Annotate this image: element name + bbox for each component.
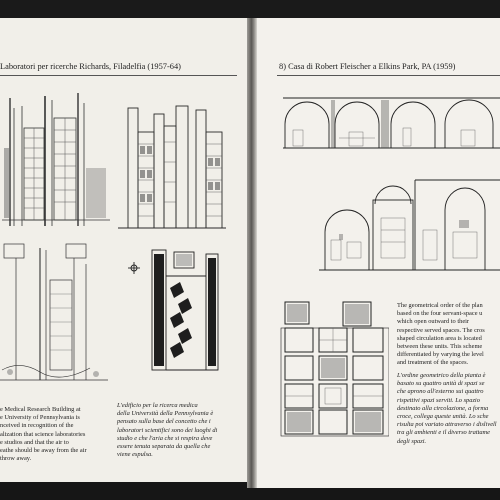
caption-line: based on the four servant-space u bbox=[397, 310, 483, 318]
caption-line: and treatment of the spaces. bbox=[397, 359, 469, 367]
caption-line: che aprono all'esterno sui quattro bbox=[397, 388, 484, 396]
floor-plan bbox=[279, 298, 389, 438]
caption-line: pensato sulla base del concetto che i bbox=[117, 418, 211, 426]
right-page bbox=[257, 18, 500, 488]
study-sketch bbox=[0, 240, 108, 390]
section-arches bbox=[279, 90, 500, 154]
left-caption-english bbox=[0, 406, 112, 463]
caption-line: laboratori scientifici sono dei luoghi di bbox=[117, 426, 218, 434]
left-page-header: Laboratori per ricerche Richards, Filadelfia (1957-64) bbox=[0, 62, 181, 71]
caption-line: risulta poi variato attraverso i dislivell bbox=[397, 421, 497, 429]
caption-line: degli spazi. bbox=[397, 437, 427, 445]
caption-line: nceived in recognition of the bbox=[0, 422, 74, 430]
section-middle bbox=[319, 170, 500, 280]
caption-line: essere tenuta separata da quella che bbox=[117, 443, 211, 451]
caption-line: tra gli ambienti e il diverso trattame bbox=[397, 429, 491, 437]
left-header-rule bbox=[0, 75, 237, 76]
caption-line: differentiated by varying the level bbox=[397, 351, 484, 359]
caption-line: between these units. This scheme bbox=[397, 343, 483, 351]
caption-line: studio e che l'aria che si respira deve bbox=[117, 434, 213, 442]
caption-line: e studios and that the air to bbox=[0, 438, 69, 446]
caption-line: basato su quattro unità di spazi se bbox=[397, 380, 485, 388]
caption-line: destinato alla circolazione, a forma bbox=[397, 404, 489, 412]
left-page bbox=[0, 18, 247, 482]
elevation-sketch-left bbox=[0, 88, 112, 228]
caption-line: throw away. bbox=[0, 455, 32, 463]
right-header-rule bbox=[277, 75, 500, 76]
caption-line: shaped circulation area is located bbox=[397, 334, 482, 342]
caption-line: della Università della Pennsylvania è bbox=[117, 410, 214, 418]
caption-line: rispettivi spazi serviti. Lo spazio bbox=[397, 396, 480, 404]
caption-line: The geometrical order of the plan bbox=[397, 302, 483, 309]
caption-line: L'ordine geometrico della pianta è bbox=[397, 372, 486, 379]
caption-line: e Medical Research Building at bbox=[0, 406, 81, 413]
right-page-header: 8) Casa di Robert Fleischer a Elkins Park, PA (1959) bbox=[279, 62, 456, 71]
right-caption-italian bbox=[397, 372, 500, 446]
right-caption-english bbox=[397, 302, 500, 368]
elevation-towers bbox=[118, 102, 226, 232]
caption-line: which open outward to their bbox=[397, 318, 470, 326]
left-caption-italian bbox=[117, 402, 242, 459]
caption-line: e University of Pennsylvania is bbox=[0, 414, 80, 422]
caption-line: croce, collega queste unità. Lo sche bbox=[397, 413, 489, 421]
caption-line: eathe should be away from the air bbox=[0, 447, 87, 455]
caption-line: viene espulsa. bbox=[117, 451, 153, 459]
perspective-drawing bbox=[118, 246, 226, 376]
book-gutter bbox=[247, 18, 257, 488]
caption-line: alization that science laboratories bbox=[0, 430, 86, 438]
caption-line: L'edificio per la ricerca medica bbox=[117, 402, 198, 409]
caption-line: respective served spaces. The cros bbox=[397, 326, 485, 334]
